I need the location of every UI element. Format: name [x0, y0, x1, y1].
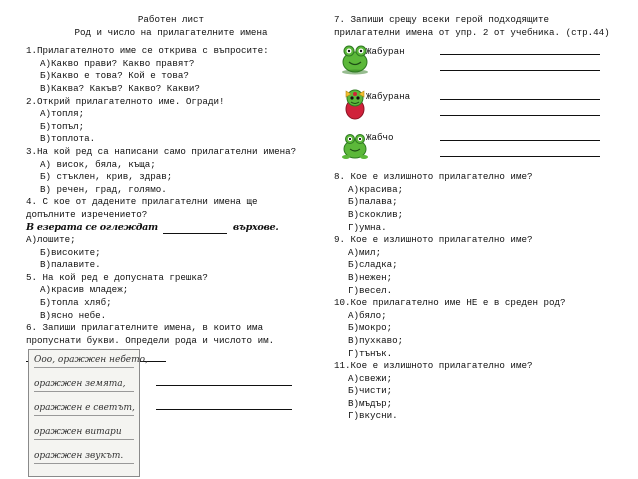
hero-row-2 — [334, 87, 630, 120]
q5-option-c: В)ясно небе. — [40, 309, 107, 321]
hero-2-line-2 — [440, 115, 600, 116]
q11-option-a: А)свежи; — [348, 372, 393, 384]
question-6: 6. Запиши прилагателните имена, в които има — [26, 322, 264, 334]
q5-option-a: А)красив младеж; — [40, 284, 129, 296]
question-11: 11.Кое е излишното прилагателно име? — [334, 360, 533, 372]
worksheet-subtitle: Род и число на прилагателните имена — [74, 26, 268, 38]
q11-option-b: Б)чисти; — [348, 385, 393, 397]
q9-option-a: А)мил; — [348, 246, 382, 258]
q2-option-a: А)топля; — [40, 108, 85, 120]
q4-sentence — [26, 222, 316, 235]
question-4-cont: допълните изречението? — [26, 208, 148, 220]
q10-option-a: А)бяло; — [348, 309, 387, 321]
q4-blank — [163, 233, 227, 234]
hero-3-line-1 — [440, 140, 600, 141]
hero-1-line-2 — [440, 70, 600, 71]
hero-2-line-1 — [440, 99, 600, 100]
question-6-cont: пропуснати букви. Определи рода и числото им. — [26, 334, 275, 346]
question-4: 4. С кое от дадените прилагателни имена ще — [26, 196, 258, 208]
q1-option-b: Б)Какво е това? Кой е това? — [40, 70, 189, 82]
q2-option-c: В)топлота. — [40, 133, 96, 145]
q8-option-d: Г)умна. — [348, 221, 387, 233]
worksheet-title: Работен лист — [137, 14, 205, 25]
question-10: 10.Кое прилагателно име НЕ е в среден род? — [334, 297, 566, 309]
answer-line-1 — [156, 385, 292, 386]
poem-area — [26, 349, 316, 479]
question-7-cont: прилагателни имена от упр. 2 от учебника. (стр.44) — [334, 26, 610, 38]
hero-name-3: Жабчо — [366, 132, 394, 144]
q3-option-c: В) речен, град, голямо. — [40, 183, 167, 195]
question-2: 2.Открий прилагателното име. Огради! — [26, 95, 225, 107]
poem-card — [28, 349, 148, 477]
hero-row-1 — [334, 42, 630, 75]
q11-option-c: В)мъдър; — [348, 397, 393, 409]
q4-option-c: В)палавите. — [40, 259, 101, 271]
q8-option-c: В)скоклив; — [348, 208, 404, 220]
q4-option-b: Б)високите; — [40, 246, 101, 258]
question-7: 7. Запиши срещу всеки герой подходящите — [334, 14, 550, 25]
hero-name-2: Жабурана — [366, 91, 411, 103]
q5-option-b: Б)топла хляб; — [40, 297, 112, 309]
hero-1-line-1 — [440, 54, 600, 55]
question-9: 9. Кое е излишното прилагателно име? — [334, 234, 533, 246]
q1-option-a: А)Какво прави? Какво правят? — [40, 57, 195, 69]
q1-option-c: В)Каква? Какъв? Какво? Какви? — [40, 82, 200, 94]
right-column — [334, 14, 630, 423]
question-5: 5. На кой ред е допусната грешка? — [26, 271, 208, 283]
hero-3-line-2 — [440, 156, 600, 157]
q4-sentence-end: върхове. — [232, 221, 279, 233]
q4-sentence-start: В езерата се оглеждат — [26, 221, 158, 233]
poem-line-3: оражжен е светът, — [34, 402, 134, 416]
q4-option-a: А)лошите; — [26, 234, 76, 246]
q10-option-c: В)пухкаво; — [348, 334, 404, 346]
q2-option-b: Б)топъл; — [40, 120, 85, 132]
answer-line-2 — [156, 409, 292, 410]
q9-option-c: В)нежен; — [348, 271, 393, 283]
q9-option-b: Б)сладка; — [348, 259, 398, 271]
hero-name-1: Жабуран — [366, 46, 405, 58]
q8-option-a: А)красива; — [348, 183, 404, 195]
poem-line-2: оражжен земята, — [34, 378, 134, 392]
question-3: 3.На кой ред са написани само прилагателни имена? — [26, 145, 297, 157]
q3-option-b: Б) стъклен, крив, здрав; — [40, 171, 173, 183]
poem-line-5: оражжен звукът. — [34, 450, 134, 464]
poem-line-4: оражжен витари — [34, 426, 134, 440]
q3-option-a: А) висок, бяла, къща; — [40, 158, 156, 170]
left-column — [26, 14, 316, 479]
hero-row-3 — [334, 128, 630, 161]
poem-line-1: Ооо, оражжен небето, — [34, 354, 134, 368]
q8-option-b: Б)палава; — [348, 196, 398, 208]
q10-option-d: Г)тънък. — [348, 347, 393, 359]
question-1: 1.Прилагателното име се открива с въпросите: — [26, 45, 269, 57]
q11-option-d: Г)вкусни. — [348, 410, 398, 422]
question-8: 8. Кое е излишното прилагателно име? — [334, 171, 533, 183]
q9-option-d: Г)весел. — [348, 284, 393, 296]
q10-option-b: Б)мокро; — [348, 322, 393, 334]
